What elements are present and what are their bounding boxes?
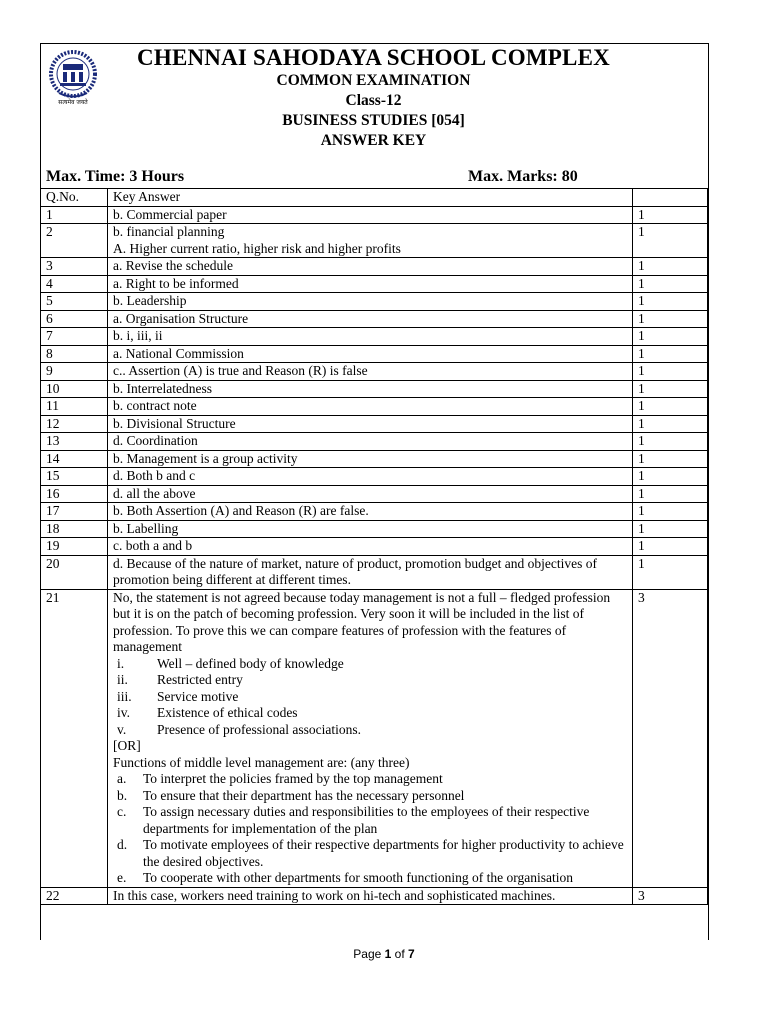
list-number: iv. [117, 705, 130, 720]
class-name: Class-12 [345, 92, 402, 109]
page-number: 1 [384, 947, 392, 961]
table-row [41, 310, 708, 328]
answer-line: b. Divisional Structure [113, 415, 236, 431]
list-text: Well – defined body of knowledge [157, 655, 344, 671]
answer-marks: 1 [633, 293, 708, 311]
table-row [41, 520, 708, 538]
table-row [41, 468, 708, 486]
roman-list-item [113, 705, 627, 722]
question-number: 3 [41, 258, 108, 276]
answer-marks: 1 [633, 520, 708, 538]
answer-line: b. Leadership [113, 293, 187, 308]
question-number: 12 [41, 415, 108, 433]
key-answer [108, 380, 633, 398]
answer-marks: 1 [633, 206, 708, 224]
footer-prefix: Page [353, 947, 385, 961]
table-row [41, 450, 708, 468]
table-row [41, 363, 708, 381]
list-text: To assign necessary duties and responsibilities to the employees of their respective departments for implementation of the plan [143, 804, 590, 836]
table-row [41, 328, 708, 346]
answer-marks: 1 [633, 503, 708, 521]
answer-marks: 1 [633, 538, 708, 556]
key-answer [108, 206, 633, 224]
key-answer [108, 224, 633, 258]
answer-marks: 1 [633, 450, 708, 468]
list-number: a. [117, 771, 127, 786]
list-text: Restricted entry [157, 672, 243, 687]
answer-line: c.. Assertion (A) is true and Reason (R) is false [113, 363, 368, 378]
answer-line: a. National Commission [113, 345, 244, 361]
answer-marks: 1 [633, 485, 708, 503]
answer-line: d. Coordination [113, 433, 198, 448]
question-number: 20 [41, 555, 108, 589]
page-total: 7 [408, 947, 415, 961]
alpha-list-item [113, 788, 627, 805]
question-number: 10 [41, 380, 108, 398]
question-number: 21 [41, 589, 108, 887]
question-number: 19 [41, 538, 108, 556]
question-number: 13 [41, 433, 108, 451]
key-answer [108, 328, 633, 346]
table-row [41, 275, 708, 293]
question-number: 22 [41, 887, 108, 905]
key-answer [108, 520, 633, 538]
answer-marks: 1 [633, 398, 708, 416]
answer-marks: 1 [633, 468, 708, 486]
alpha-list-item [113, 837, 627, 870]
list-number: d. [117, 837, 128, 852]
table-row [41, 398, 708, 416]
answer-line: a. Organisation Structure [113, 310, 249, 326]
roman-list-item [113, 722, 627, 739]
answer-marks: 3 [633, 589, 708, 887]
answer-line: b. i, iii, ii [113, 328, 163, 343]
table-row [41, 293, 708, 311]
answer-intro-alt: Functions of middle level management are: (any three) [113, 754, 410, 770]
answer-marks: 1 [633, 380, 708, 398]
list-number: b. [117, 787, 128, 803]
answer-marks: 1 [633, 310, 708, 328]
key-answer [108, 293, 633, 311]
footer-of: of [391, 947, 409, 961]
list-text: To interpret the policies framed by the top management [143, 771, 443, 786]
subject-name: BUSINESS STUDIES [054] [282, 112, 465, 129]
document-type: ANSWER KEY [320, 132, 427, 149]
table-row [41, 224, 708, 258]
key-answer: In this case, workers need training to work on hi-tech and sophisticated machines. [108, 887, 633, 905]
key-answer [108, 345, 633, 363]
list-number: iii. [117, 688, 132, 704]
key-answer [108, 310, 633, 328]
answer-line: d. Both b and c [113, 468, 196, 483]
header-answer: Key Answer [108, 189, 633, 207]
list-text: Service motive [157, 688, 239, 704]
header-qno: Q.No. [41, 189, 108, 207]
answer-marks: 3 [633, 887, 708, 905]
answer-line: b. Both Assertion (A) and Reason (R) are false. [113, 503, 369, 518]
table-row [41, 206, 708, 224]
roman-list-item [113, 656, 627, 673]
key-answer [108, 468, 633, 486]
answer-line: b. Labelling [113, 520, 179, 536]
answer-line: d. all the above [113, 485, 196, 501]
table-row [41, 589, 708, 887]
logo-caption: सत्यमेव जयते [58, 99, 88, 106]
table-row [41, 555, 708, 589]
answer-marks: 1 [633, 345, 708, 363]
list-text: Existence of ethical codes [157, 705, 298, 720]
list-number: e. [117, 870, 127, 885]
alpha-list-item [113, 771, 627, 788]
question-number: 8 [41, 345, 108, 363]
question-number: 18 [41, 520, 108, 538]
question-number: 7 [41, 328, 108, 346]
header-marks [633, 189, 708, 207]
question-number: 17 [41, 503, 108, 521]
key-answer [108, 589, 633, 887]
question-number: 15 [41, 468, 108, 486]
table-row [41, 887, 708, 905]
table-row [41, 503, 708, 521]
table-row [41, 485, 708, 503]
document-header [40, 45, 707, 151]
table-row [41, 380, 708, 398]
answer-marks: 1 [633, 258, 708, 276]
key-answer [108, 450, 633, 468]
exam-meta [40, 168, 707, 188]
key-answer [108, 363, 633, 381]
question-number: 1 [41, 206, 108, 224]
answer-line: b. Interrelatedness [113, 380, 212, 396]
answer-line: c. both a and b [113, 538, 193, 553]
max-time: Max. Time: 3 Hours [46, 168, 185, 185]
answer-line: b. Commercial paper [113, 206, 227, 222]
table-header-row [41, 189, 708, 207]
key-answer [108, 398, 633, 416]
answer-marks: 1 [633, 555, 708, 589]
answer-line-extra: A. Higher current ratio, higher risk and higher profits [113, 240, 401, 256]
answer-line: a. Right to be informed [113, 275, 239, 291]
question-number: 16 [41, 485, 108, 503]
question-number: 4 [41, 275, 108, 293]
list-number: v. [117, 721, 127, 737]
answer-line: b. Management is a group activity [113, 450, 298, 466]
roman-list-item [113, 689, 627, 706]
question-number: 14 [41, 450, 108, 468]
answer-marks: 1 [633, 415, 708, 433]
answer-marks: 1 [633, 275, 708, 293]
question-number: 9 [41, 363, 108, 381]
question-number: 11 [41, 398, 108, 416]
answer-line: b. financial planning [113, 224, 225, 239]
answer-line: d. Because of the nature of market, nature of product, promotion budget and objectives of promotion being different at different times. [113, 555, 597, 587]
key-answer [108, 503, 633, 521]
list-number: ii. [117, 672, 128, 687]
page-footer [0, 947, 768, 961]
answer-marks: 1 [633, 224, 708, 258]
answer-marks: 1 [633, 363, 708, 381]
answer-line: b. contract note [113, 398, 197, 413]
answer-marks: 1 [633, 433, 708, 451]
answer-marks: 1 [633, 328, 708, 346]
question-number: 6 [41, 310, 108, 328]
alpha-list-item [113, 804, 627, 837]
table-row [41, 415, 708, 433]
roman-list-item [113, 672, 627, 689]
key-answer [108, 555, 633, 589]
school-name: CHENNAI SAHODAYA SCHOOL COMPLEX [137, 45, 610, 70]
table-row [41, 538, 708, 556]
max-marks: Max. Marks: 80 [468, 168, 578, 185]
list-text: To ensure that their department has the necessary personnel [143, 787, 465, 803]
question-number: 2 [41, 224, 108, 258]
answer-line: a. Revise the schedule [113, 258, 233, 273]
key-answer [108, 433, 633, 451]
key-answer [108, 415, 633, 433]
key-answer [108, 485, 633, 503]
key-answer [108, 538, 633, 556]
or-separator: [OR] [113, 738, 141, 753]
exam-name: COMMON EXAMINATION [276, 72, 471, 89]
table-row [41, 258, 708, 276]
list-text: Presence of professional associations. [157, 721, 361, 737]
answer-key-table [40, 188, 708, 905]
answer-intro: No, the statement is not agreed because today management is not a full – fledged profession but it is on the patch of becoming profession. Very soon it will be included in the list of profession. To prove this we can compare features of profession with the features of management [113, 589, 611, 654]
list-number: c. [117, 804, 127, 819]
list-text: To motivate employees of their respective departments for higher productivity to achieve the desired objectives. [143, 837, 624, 869]
question-number: 5 [41, 293, 108, 311]
key-answer [108, 275, 633, 293]
table-row [41, 345, 708, 363]
list-text: To cooperate with other departments for smooth functioning of the organisation [143, 870, 573, 885]
key-answer [108, 258, 633, 276]
alpha-list-item [113, 870, 627, 887]
table-row [41, 433, 708, 451]
list-number: i. [117, 655, 125, 671]
